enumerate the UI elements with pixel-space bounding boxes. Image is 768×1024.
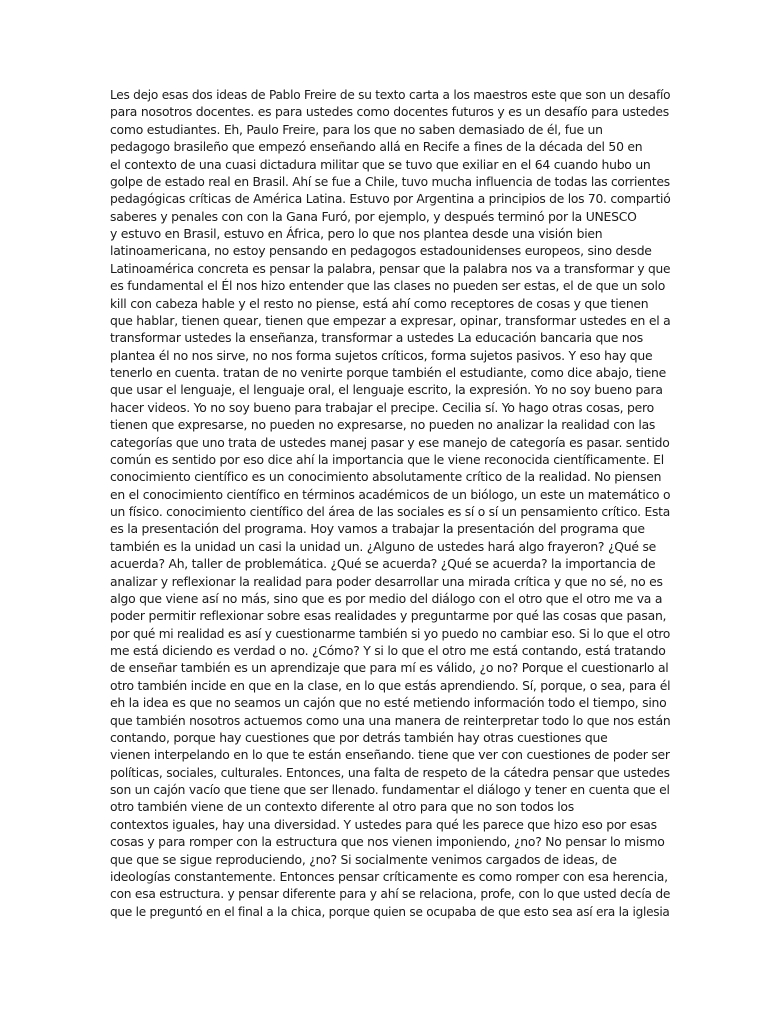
text-line: para nosotros docentes. es para ustedes como docentes futuros y es un desafío para ustedes xyxy=(110,104,669,120)
text-line: latinoamericana, no estoy pensando en pedagogos estadounidenses europeos, sino desde xyxy=(110,243,652,259)
text-line: el contexto de una cuasi dictadura militar que se tuvo que exiliar en el 64 cuando hubo un xyxy=(110,156,651,172)
text-line: con esa estructura. y pensar diferente para y ahí se relaciona, profe, con lo que usted decía de xyxy=(110,886,671,902)
text-line: categorías que uno trata de ustedes manej pasar y ese manejo de categoría es pasar. sentido xyxy=(110,434,670,450)
text-line: Latinoamérica concreta es pensar la palabra, pensar que la palabra nos va a transformar y que xyxy=(110,260,671,276)
text-line: que que se sigue reproduciendo, ¿no? Si socialmente venimos cargados de ideas, de xyxy=(110,851,617,867)
text-line: contando, porque hay cuestiones que por detrás también hay otras cuestiones que xyxy=(110,729,608,745)
text-line: algo que viene así no más, sino que es por medio del diálogo con el otro que el otro me va a xyxy=(110,590,663,606)
text-line: vienen interpelando en lo que te están enseñando. tiene que ver con cuestiones de poder ser xyxy=(110,747,670,763)
text-line: saberes y penales con con la Gana Furó, por ejemplo, y después terminó por la UNESCO xyxy=(110,208,637,224)
text-line: común es sentido por eso dice ahí la importancia que le viene reconocida científicamente. El xyxy=(110,451,664,467)
text-line: Les dejo esas dos ideas de Pablo Freire de su texto carta a los maestros este que son un desafío xyxy=(110,87,671,102)
text-line: que usar el lenguaje, el lenguaje oral, el lenguaje escrito, la expresión. Yo no soy bueno para xyxy=(110,382,663,398)
text-line: otro también viene de un contexto diferente al otro para que no son todos los xyxy=(110,799,574,815)
text-line: tenerlo en cuenta. tratan de no venirte porque también el estudiante, como dice abajo, tiene xyxy=(110,365,667,380)
text-line: es la presentación del programa. Hoy vamos a trabajar la presentación del programa que xyxy=(110,521,645,537)
text-line: un físico. conocimiento científico del área de las sociales es sí o sí un pensamiento crítico. Esta xyxy=(110,504,670,519)
text-line: pedagogo brasileño que empezó enseñando allá en Recife a fines de la década del 50 en xyxy=(110,139,643,155)
text-line: de enseñar también es un aprendizaje que para mí es válido, ¿o no? Porque el cuestionarlo al xyxy=(110,660,669,676)
text-line: por qué mi realidad es así y cuestionarme también si yo puedo no cambiar eso. Si lo que el otro xyxy=(110,625,671,641)
text-line: que hablar, tienen quear, tienen que empezar a expresar, opinar, transformar ustedes en el a xyxy=(110,312,671,328)
text-line: analizar y reflexionar la realidad para poder desarrollar una mirada crítica y que no sé, no es xyxy=(110,573,663,589)
text-line: también es la unidad un casi la unidad un. ¿Alguno de ustedes hará algo frayeron? ¿Qué se xyxy=(110,538,657,554)
text-line: en el conocimiento científico en términos académicos de un biólogo, un este un matemático o xyxy=(110,486,671,502)
transcript-text-block xyxy=(110,86,670,920)
text-line: me está diciendo es verdad o no. ¿Cómo? Y si lo que el otro me está contando, está tratando xyxy=(110,643,666,658)
text-line: kill con cabeza hable y el resto no piense, está ahí como receptores de cosas y que tienen xyxy=(110,295,649,311)
text-line: que también nosotros actuemos como una una manera de reinterpretar todo lo que nos están xyxy=(110,712,671,728)
text-line: otro también incide en que en la clase, en lo que estás aprendiendo. Sí, porque, o sea, para él xyxy=(110,677,671,693)
text-line: transformar ustedes la enseñanza, transformar a ustedes La educación bancaria que nos xyxy=(110,330,643,346)
text-line: y estuvo en Brasil, estuvo en África, pero lo que nos plantea desde una visión bien xyxy=(110,226,603,241)
text-line: acuerda? Ah, taller de problemática. ¿Qué se acuerda? ¿Qué se acuerda? la importancia de xyxy=(110,556,656,572)
text-line: poder permitir reflexionar sobre esas realidades y preguntarme por qué las cosas que pasan, xyxy=(110,608,667,624)
text-line: ideologías constantemente. Entonces pensar críticamente es como romper con esa herencia, xyxy=(110,868,668,884)
text-line: como estudiantes. Eh, Paulo Freire, para los que no saben demasiado de él, fue un xyxy=(110,121,603,137)
text-line: tienen que expresarse, no pueden no expresarse, no pueden no analizar la realidad con las xyxy=(110,417,656,433)
text-line: golpe de estado real en Brasil. Ahí se fue a Chile, tuvo mucha influencia de todas las corrientes xyxy=(110,173,670,189)
text-line: es fundamental el Él nos hizo entender que las clases no pueden ser estas, el de que un solo xyxy=(110,278,666,294)
text-line: plantea él no nos sirve, no nos forma sujetos críticos, forma sujetos pasivos. Y eso hay que xyxy=(110,347,653,363)
text-line: que le preguntó en el final a la chica, porque quien se ocupaba de que esto sea así era la iglesia xyxy=(110,903,670,919)
text-line: conocimiento científico es un conocimiento absolutamente crítico de la realidad. No piensen xyxy=(110,469,662,485)
text-line: políticas, sociales, culturales. Entonces, una falta de respeto de la cátedra pensar que ustedes xyxy=(110,764,670,780)
text-line: eh la idea es que no seamos un cajón que no esté metiendo información todo el tiempo, sino xyxy=(110,695,667,711)
text-line: contextos iguales, hay una diversidad. Y ustedes para qué les parece que hizo eso por esas xyxy=(110,816,657,832)
text-line: pedagógicas críticas de América Latina. Estuvo por Argentina a principios de los 70. compartió xyxy=(110,191,671,207)
text-line: cosas y para romper con la estructura que nos vienen imponiendo, ¿no? No pensar lo mismo xyxy=(110,834,665,850)
text-line: hacer videos. Yo no soy bueno para trabajar el precipe. Cecilia sí. Yo hago otras cosas, pero xyxy=(110,399,654,415)
text-line: son un cajón vacío que tiene que ser llenado. fundamentar el diálogo y tener en cuenta que el xyxy=(110,782,670,797)
